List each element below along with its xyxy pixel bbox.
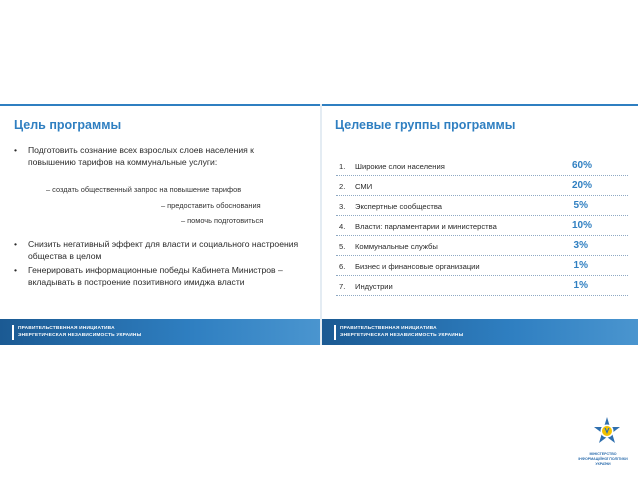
logo-caption: ІНФОРМАЦІЙНОЇ ПОЛІТИКИ: [578, 457, 628, 461]
footer-bar-icon: [12, 325, 14, 340]
footer-line: ЭНЕРГЕТИЧЕСКАЯ НЕЗАВИСИМОСТЬ УКРАИНЫ: [18, 333, 142, 338]
slide-footer: [322, 319, 638, 345]
slide-target-groups: [322, 104, 638, 345]
sub-item: – создать общественный запрос на повышение тарифов: [46, 185, 242, 194]
footer-bar-icon: [334, 325, 336, 340]
bullet-dot-icon: •: [14, 145, 18, 155]
table-row: 1. Широкие слои населения 60%: [336, 156, 628, 176]
table-row: 4. Власти: парламентарии и министерства 10%: [336, 216, 628, 236]
sub-item: – предоставить обоснования: [161, 201, 261, 210]
footer-line: ЭНЕРГЕТИЧЕСКАЯ НЕЗАВИСИМОСТЬ УКРАИНЫ: [340, 333, 464, 338]
table-row: 2. СМИ 20%: [336, 176, 628, 196]
slide-title: Цель программы: [14, 118, 122, 132]
bullet-dot-icon: •: [14, 265, 18, 275]
slide-title: Целевые группы программы: [335, 118, 516, 132]
bullet-item: • Подготовить сознание всех взрослых слоев населения к повышению тарифов на коммунальные услуги:: [14, 145, 254, 167]
bullet-item: • Снизить негативный эффект для власти и социального настроения общества в целом: [14, 239, 299, 261]
bullet-item: • Генерировать информационные победы Кабинета Министров – вкладывать в построение позитивного имиджа власти: [14, 265, 283, 287]
table-row: 6. Бизнес и финансовые организации 1%: [336, 256, 628, 276]
logo-caption: УКРАЇНИ: [595, 462, 611, 466]
slide-footer: [0, 319, 320, 345]
table-row: 5. Коммунальные службы 3%: [336, 236, 628, 256]
ministry-emblem-icon: [593, 417, 621, 447]
target-groups-table: [336, 156, 628, 296]
bullet-dot-icon: •: [14, 239, 18, 249]
footer-line: ПРАВИТЕЛЬСТВЕННАЯ ИНИЦИАТИВА: [18, 326, 115, 331]
footer-line: ПРАВИТЕЛЬСТВЕННАЯ ИНИЦИАТИВА: [340, 326, 437, 331]
table-row: 7. Индустрии 1%: [336, 276, 628, 296]
logo-caption: МІНІСТЕРСТВО: [589, 452, 617, 456]
table-row: 3. Экспертные сообщества 5%: [336, 196, 628, 216]
slide-goal: [0, 104, 320, 345]
sub-item: – помочь подготовиться: [181, 216, 264, 225]
